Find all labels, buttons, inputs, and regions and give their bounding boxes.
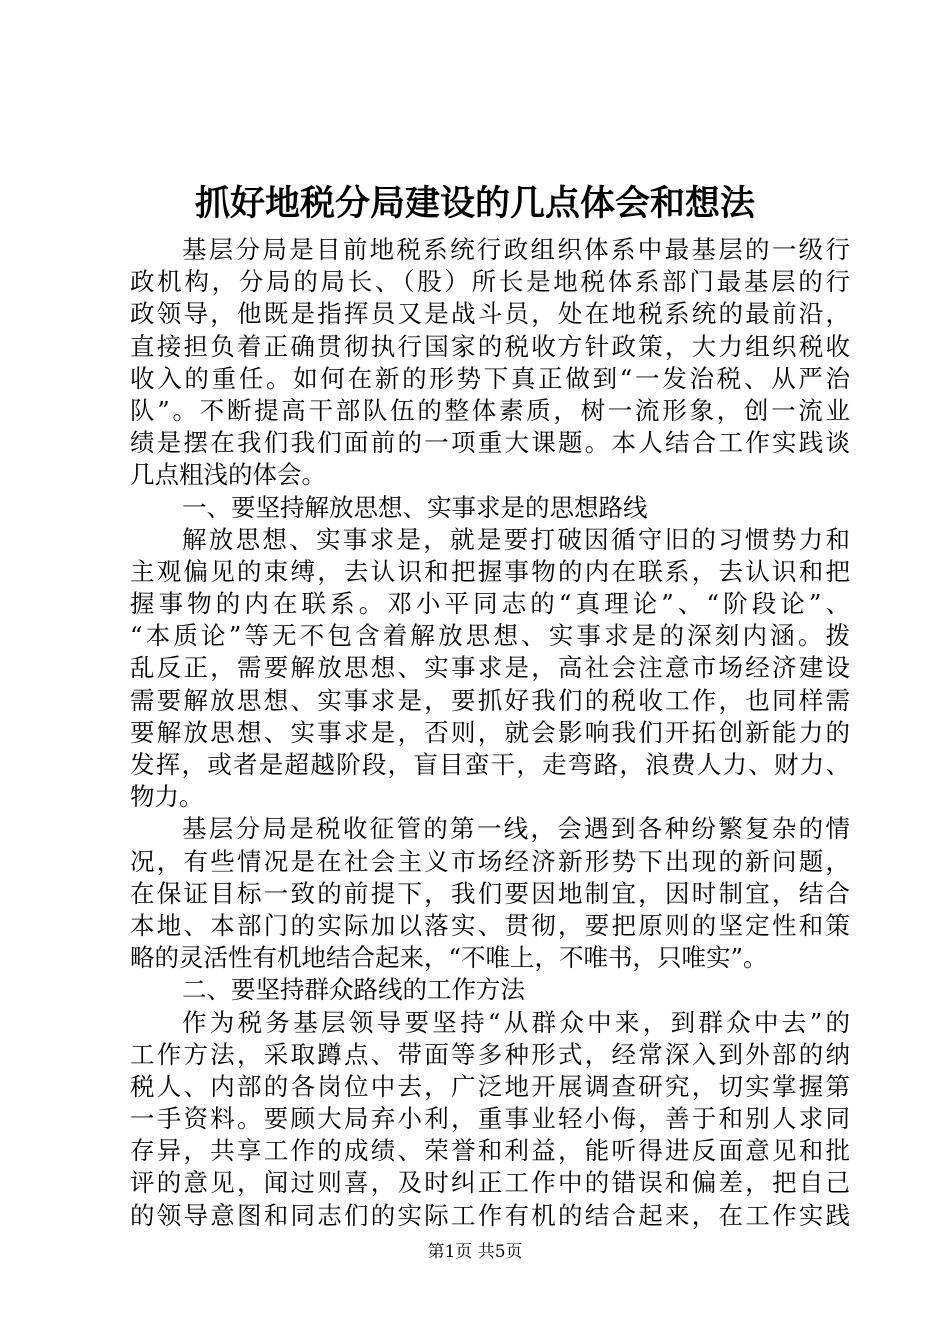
paragraph-line: 解放思想、实事求是，就是要打破因循守旧的习惯势力和 — [182, 524, 850, 554]
paragraph-line: 握事物的内在联系。邓小平同志的“真理论”、“阶段论”、 — [130, 589, 850, 619]
paragraph-line: “本质论”等无不包含着解放思想、实事求是的深刻内涵。拨 — [130, 621, 850, 651]
section-heading: 二、要坚持群众路线的工作方法 — [182, 975, 525, 1005]
paragraph-line: 评的意见，闻过则喜，及时纠正工作中的错误和偏差，把自己 — [130, 1168, 850, 1198]
paragraph-line: 需要解放思想、实事求是，要抓好我们的税收工作，也同样需 — [130, 685, 850, 715]
paragraph-line: 乱反正，需要解放思想、实事求是，高社会注意市场经济建设 — [130, 653, 850, 683]
paragraph-line: 存异，共享工作的成绩、荣誉和利益，能听得进反面意见和批 — [130, 1136, 850, 1166]
paragraph-line: 一手资料。要顾大局弃小利，重事业轻小侮，善于和别人求同 — [130, 1104, 850, 1134]
paragraph-line: 收入的重任。如何在新的形势下真正做到“一发治税、从严治 — [130, 363, 850, 393]
paragraph-line: 政领导，他既是指挥员又是战斗员，处在地税系统的最前沿， — [130, 299, 850, 329]
document-title: 抓好地税分局建设的几点体会和想法 — [194, 183, 755, 224]
document-body — [130, 234, 850, 1232]
paragraph-line: 物力。 — [130, 782, 204, 812]
paragraph-line: 几点粗浅的体会。 — [130, 460, 326, 490]
paragraph-line: 政机构，分局的局长、（股）所长是地税体系部门最基层的行 — [130, 267, 850, 297]
page-number: 第1页 共5页 — [427, 1242, 523, 1262]
paragraph-line: 工作方法，采取蹲点、带面等多种形式，经常深入到外部的纳 — [130, 1039, 850, 1069]
paragraph-line: 队”。不断提高干部队伍的整体素质，树一流形象，创一流业 — [130, 395, 850, 425]
paragraph-line: 税人、内部的各岗位中去，广泛地开展调查研究，切实掌握第 — [130, 1071, 850, 1101]
paragraph-line: 略的灵活性有机地结合起来，“不唯上，不唯书，只唯实”。 — [130, 943, 768, 973]
paragraph-line: 基层分局是目前地税系统行政组织体系中最基层的一级行 — [182, 235, 850, 264]
paragraph-line: 直接担负着正确贯彻执行国家的税收方针政策，大力组织税收 — [130, 331, 850, 361]
section-heading: 一、要坚持解放思想、实事求是的思想路线 — [182, 492, 648, 522]
paragraph-line: 要解放思想、实事求是，否则，就会影响我们开拓创新能力的 — [130, 717, 850, 747]
paragraph-line: 发挥，或者是超越阶段，盲目蛮干，走弯路，浪费人力、财力、 — [130, 750, 850, 779]
paragraph-line: 绩是摆在我们我们面前的一项重大课题。本人结合工作实践谈 — [130, 428, 850, 458]
paragraph-line: 况，有些情况是在社会主义市场经济新形势下出现的新问题， — [130, 846, 850, 876]
paragraph-line: 作为税务基层领导要坚持“从群众中来，到群众中去”的 — [182, 1007, 850, 1037]
paragraph-line: 的领导意图和同志们的实际工作有机的结合起来，在工作实践 — [130, 1200, 850, 1230]
paragraph-line: 在保证目标一致的前提下，我们要因地制宜，因时制宜，结合 — [130, 878, 850, 908]
paragraph-line: 基层分局是税收征管的第一线，会遇到各种纷繁复杂的情 — [182, 814, 850, 844]
paragraph-line: 本地、本部门的实际加以落实、贯彻，要把原则的坚定性和策 — [130, 910, 850, 940]
paragraph-line: 主观偏见的束缚，去认识和把握事物的内在联系，去认识和把 — [130, 556, 850, 586]
